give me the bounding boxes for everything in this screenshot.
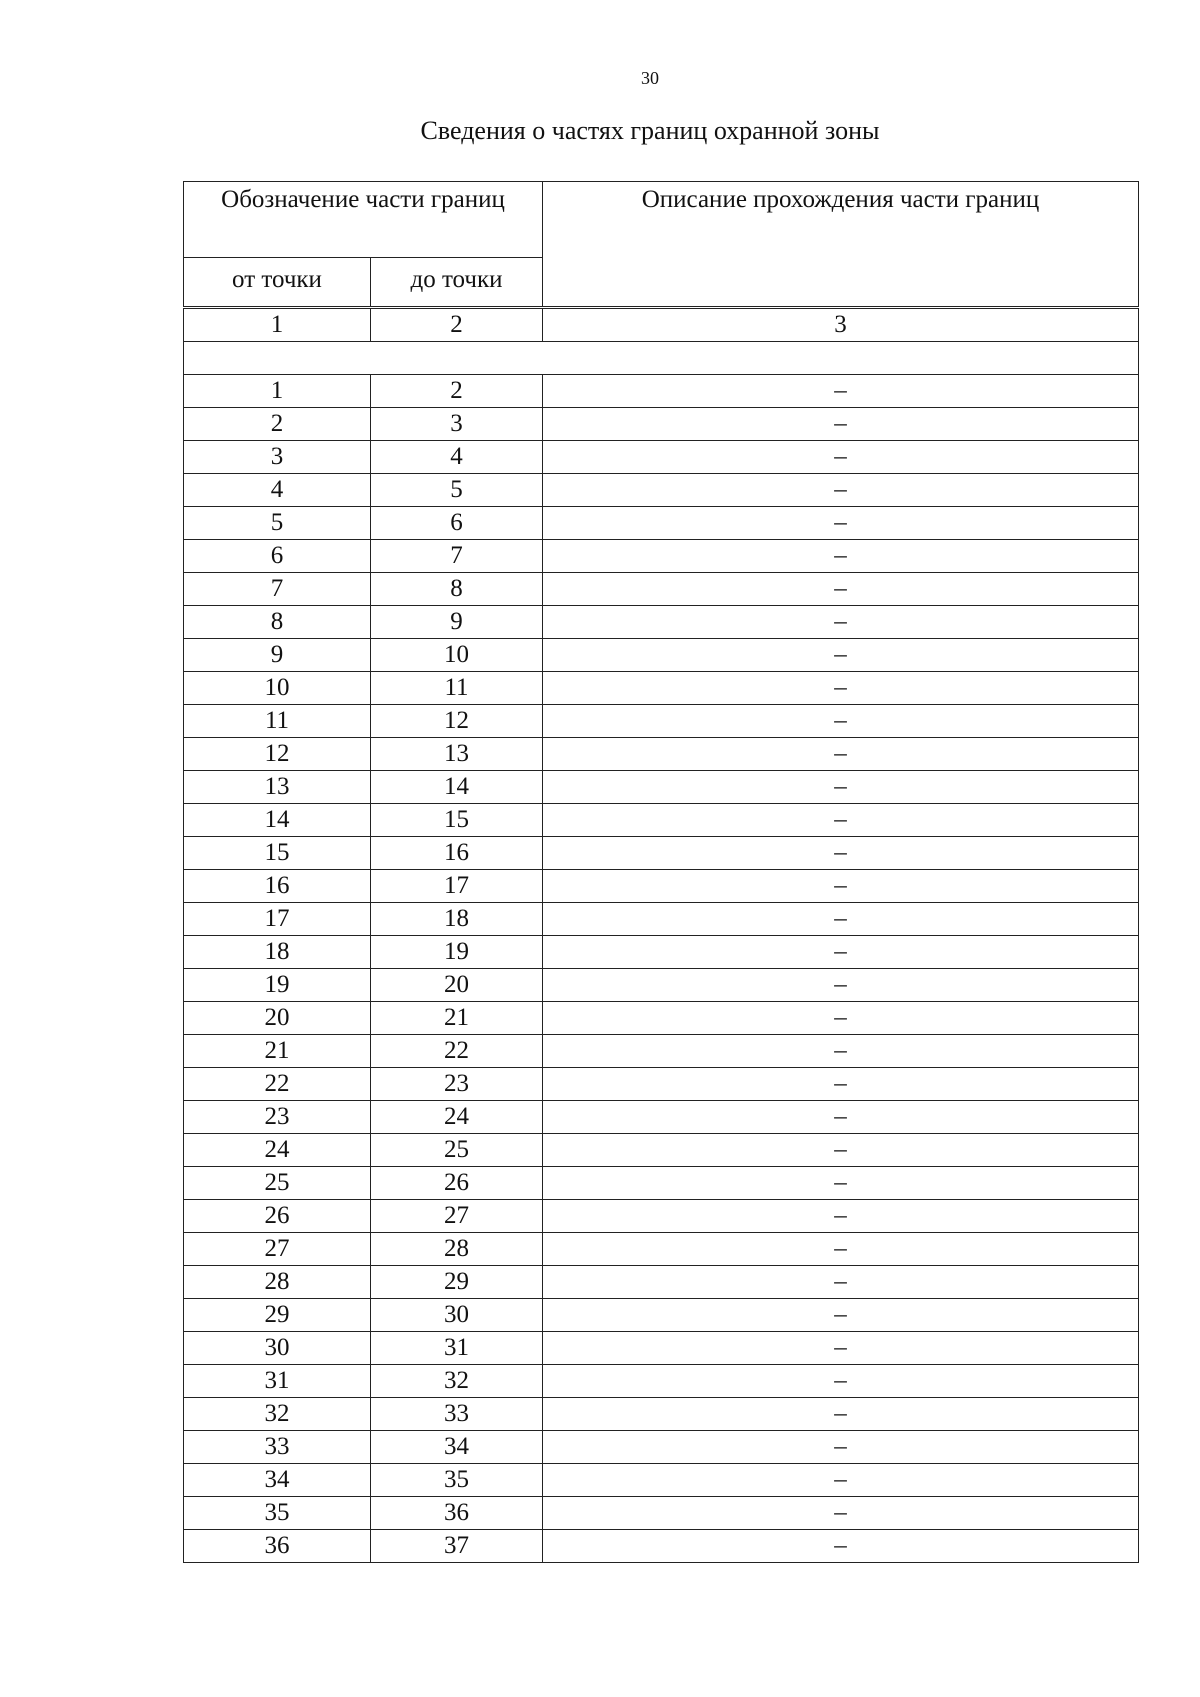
- table-row: [184, 837, 1139, 870]
- table-row: [184, 1332, 1139, 1365]
- from-point-cell: 3: [184, 441, 371, 474]
- from-point-cell: 10: [184, 672, 371, 705]
- column-number-1: 1: [184, 308, 371, 342]
- description-cell: –: [543, 738, 1139, 771]
- table-row: [184, 1035, 1139, 1068]
- to-point-cell: 36: [371, 1497, 543, 1530]
- description-cell: –: [543, 1332, 1139, 1365]
- to-point-cell: 29: [371, 1266, 543, 1299]
- from-point-cell: 36: [184, 1530, 371, 1563]
- header-boundary-designation: Обозначение части границ: [184, 182, 543, 258]
- description-cell: –: [543, 1068, 1139, 1101]
- to-point-cell: 25: [371, 1134, 543, 1167]
- table-row: [184, 1068, 1139, 1101]
- table-row: [184, 771, 1139, 804]
- description-cell: –: [543, 1167, 1139, 1200]
- from-point-cell: 12: [184, 738, 371, 771]
- to-point-cell: 24: [371, 1101, 543, 1134]
- from-point-cell: 25: [184, 1167, 371, 1200]
- from-point-cell: 15: [184, 837, 371, 870]
- description-cell: –: [543, 1530, 1139, 1563]
- table-row: [184, 606, 1139, 639]
- to-point-cell: 10: [371, 639, 543, 672]
- description-cell: –: [543, 375, 1139, 408]
- description-cell: –: [543, 1035, 1139, 1068]
- to-point-cell: 21: [371, 1002, 543, 1035]
- to-point-cell: 23: [371, 1068, 543, 1101]
- table-row: [184, 573, 1139, 606]
- to-point-cell: 11: [371, 672, 543, 705]
- table-row: [184, 1002, 1139, 1035]
- description-cell: –: [543, 573, 1139, 606]
- table-row: [184, 1365, 1139, 1398]
- from-point-cell: 27: [184, 1233, 371, 1266]
- to-point-cell: 34: [371, 1431, 543, 1464]
- to-point-cell: 6: [371, 507, 543, 540]
- from-point-cell: 23: [184, 1101, 371, 1134]
- table-row: [184, 705, 1139, 738]
- description-cell: –: [543, 441, 1139, 474]
- table-row: [184, 1299, 1139, 1332]
- table-row: [184, 639, 1139, 672]
- from-point-cell: 35: [184, 1497, 371, 1530]
- from-point-cell: 4: [184, 474, 371, 507]
- description-cell: –: [543, 672, 1139, 705]
- description-cell: –: [543, 936, 1139, 969]
- to-point-cell: 15: [371, 804, 543, 837]
- to-point-cell: 16: [371, 837, 543, 870]
- from-point-cell: 21: [184, 1035, 371, 1068]
- table-row: [184, 1431, 1139, 1464]
- description-cell: –: [543, 969, 1139, 1002]
- column-number-2: 2: [371, 308, 543, 342]
- to-point-cell: 22: [371, 1035, 543, 1068]
- table-row: [184, 441, 1139, 474]
- to-point-cell: 30: [371, 1299, 543, 1332]
- description-cell: –: [543, 771, 1139, 804]
- description-cell: –: [543, 606, 1139, 639]
- description-cell: –: [543, 1200, 1139, 1233]
- to-point-cell: 12: [371, 705, 543, 738]
- description-cell: –: [543, 804, 1139, 837]
- to-point-cell: 37: [371, 1530, 543, 1563]
- table-row: [184, 936, 1139, 969]
- to-point-cell: 7: [371, 540, 543, 573]
- page-number: 30: [641, 68, 659, 88]
- table-row: [184, 1398, 1139, 1431]
- table-row: [184, 1497, 1139, 1530]
- table-row: [184, 507, 1139, 540]
- from-point-cell: 19: [184, 969, 371, 1002]
- description-cell: –: [543, 474, 1139, 507]
- description-cell: –: [543, 507, 1139, 540]
- from-point-cell: 29: [184, 1299, 371, 1332]
- description-cell: –: [543, 870, 1139, 903]
- description-cell: –: [543, 540, 1139, 573]
- table-row: [184, 1134, 1139, 1167]
- table-row: [184, 375, 1139, 408]
- description-cell: –: [543, 1101, 1139, 1134]
- to-point-cell: 26: [371, 1167, 543, 1200]
- table-header-row: [184, 182, 1139, 258]
- description-cell: –: [543, 1464, 1139, 1497]
- description-cell: –: [543, 1299, 1139, 1332]
- to-point-cell: 4: [371, 441, 543, 474]
- to-point-cell: 33: [371, 1398, 543, 1431]
- from-point-cell: 32: [184, 1398, 371, 1431]
- table-row: [184, 1530, 1139, 1563]
- from-point-cell: 28: [184, 1266, 371, 1299]
- description-cell: –: [543, 408, 1139, 441]
- from-point-cell: 20: [184, 1002, 371, 1035]
- to-point-cell: 3: [371, 408, 543, 441]
- to-point-cell: 8: [371, 573, 543, 606]
- table-row: [184, 903, 1139, 936]
- from-point-cell: 6: [184, 540, 371, 573]
- table-row: [184, 540, 1139, 573]
- table-row: [184, 1200, 1139, 1233]
- to-point-cell: 13: [371, 738, 543, 771]
- description-cell: –: [543, 705, 1139, 738]
- to-point-cell: 5: [371, 474, 543, 507]
- description-cell: –: [543, 1365, 1139, 1398]
- from-point-cell: 24: [184, 1134, 371, 1167]
- section-label: [184, 342, 1139, 375]
- from-point-cell: 9: [184, 639, 371, 672]
- from-point-cell: 2: [184, 408, 371, 441]
- table-row: [184, 408, 1139, 441]
- table-row: [184, 804, 1139, 837]
- from-point-cell: 5: [184, 507, 371, 540]
- from-point-cell: 33: [184, 1431, 371, 1464]
- column-number-row: [184, 308, 1139, 342]
- to-point-cell: 28: [371, 1233, 543, 1266]
- column-number-3: 3: [543, 308, 1139, 342]
- to-point-cell: 27: [371, 1200, 543, 1233]
- to-point-cell: 2: [371, 375, 543, 408]
- header-boundary-description: Описание прохождения части границ: [543, 182, 1139, 308]
- table-row: [184, 1266, 1139, 1299]
- from-point-cell: 18: [184, 936, 371, 969]
- from-point-cell: 16: [184, 870, 371, 903]
- from-point-cell: 8: [184, 606, 371, 639]
- section-band-row: [184, 342, 1139, 375]
- table-row: [184, 1167, 1139, 1200]
- table-row: [184, 672, 1139, 705]
- document-title: Сведения о частях границ охранной зоны: [420, 116, 880, 145]
- to-point-cell: 18: [371, 903, 543, 936]
- from-point-cell: 17: [184, 903, 371, 936]
- header-from-point: от точки: [184, 258, 371, 308]
- from-point-cell: 13: [184, 771, 371, 804]
- from-point-cell: 30: [184, 1332, 371, 1365]
- table-row: [184, 1101, 1139, 1134]
- description-cell: –: [543, 1266, 1139, 1299]
- to-point-cell: 19: [371, 936, 543, 969]
- table-row: [184, 474, 1139, 507]
- from-point-cell: 26: [184, 1200, 371, 1233]
- description-cell: –: [543, 1233, 1139, 1266]
- description-cell: –: [543, 639, 1139, 672]
- from-point-cell: 31: [184, 1365, 371, 1398]
- description-cell: –: [543, 1497, 1139, 1530]
- description-cell: –: [543, 1134, 1139, 1167]
- to-point-cell: 35: [371, 1464, 543, 1497]
- to-point-cell: 31: [371, 1332, 543, 1365]
- to-point-cell: 32: [371, 1365, 543, 1398]
- table-row: [184, 969, 1139, 1002]
- table-row: [184, 870, 1139, 903]
- description-cell: –: [543, 1398, 1139, 1431]
- to-point-cell: 20: [371, 969, 543, 1002]
- from-point-cell: 34: [184, 1464, 371, 1497]
- from-point-cell: 7: [184, 573, 371, 606]
- from-point-cell: 1: [184, 375, 371, 408]
- description-cell: –: [543, 837, 1139, 870]
- description-cell: –: [543, 903, 1139, 936]
- description-cell: –: [543, 1431, 1139, 1464]
- to-point-cell: 9: [371, 606, 543, 639]
- boundary-parts-table: [183, 181, 1139, 1563]
- description-cell: –: [543, 1002, 1139, 1035]
- header-to-point: до точки: [371, 258, 543, 308]
- to-point-cell: 17: [371, 870, 543, 903]
- from-point-cell: 22: [184, 1068, 371, 1101]
- table-row: [184, 1464, 1139, 1497]
- from-point-cell: 14: [184, 804, 371, 837]
- from-point-cell: 11: [184, 705, 371, 738]
- to-point-cell: 14: [371, 771, 543, 804]
- table-row: [184, 738, 1139, 771]
- table-row: [184, 1233, 1139, 1266]
